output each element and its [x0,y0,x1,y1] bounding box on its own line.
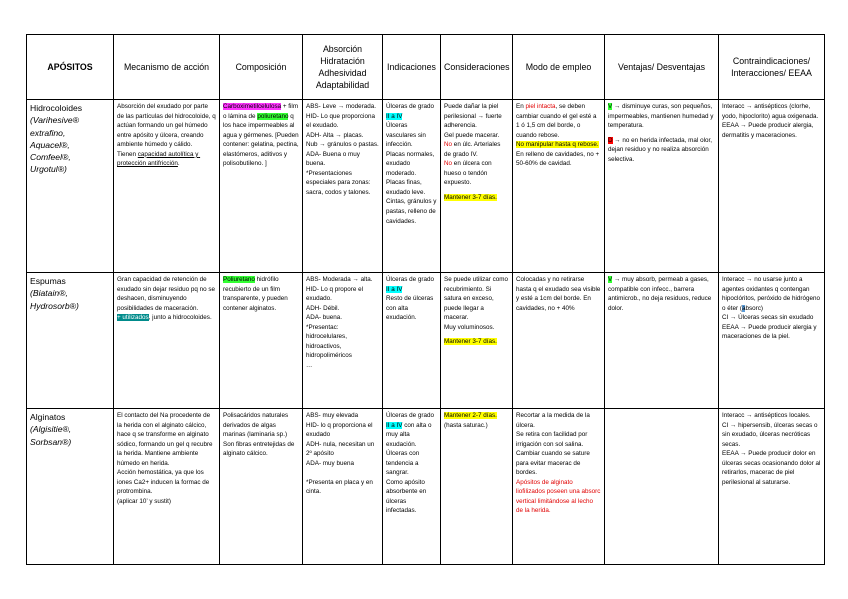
desventaja-text: → no en herida infectada, mal olor, dejan residuo y no realiza absorción selectiva. [608,136,714,163]
consideraciones-text: (hasta saturac.) [444,412,499,429]
consideraciones-cell [441,100,513,273]
indicaciones-text: Úlceras vasculares sin infección. Placas normales, exudado moderado. Placas finas, exudado leve. Cintas, gránulos y pastas, relleno de cavidades. [386,122,437,225]
ventajas-cell [605,100,719,273]
brand-line: extrafino, [30,127,66,138]
brand-line: Hydrosorb®) [30,300,79,311]
indicaciones-text: Úlceras de grado [386,103,436,110]
modo-text: Colocadas y no retirarse hasta q el exudado sea visible y esté a 1cm del borde. En cavidades, no + 40% [516,276,603,312]
ventaja-text: → disminuye curas, son pequeños, impermeables, mantienen humedad y temperatura. [608,103,716,130]
grade-highlight: II a IV [386,421,403,429]
header-row [27,35,825,100]
absorcion-text: ABS- muy elevada HID- lo q proporciona el exudado ADH- nula, necesitan un 2º apósito ADA- muy buena *Presenta en placa y en cinta. [306,412,375,496]
brand-line: (Algisitie®, [30,424,72,435]
composicion-highlight: Poliuretano [223,276,255,283]
composicion-text: q los hace impermeables al agua y gérmenes. [Pueden contener: gelatina, pectina, elastómeros, aditivos y polisobutileno. ] [223,112,301,168]
brand-line: Urgotul®) [30,164,67,175]
dressing-name: Alginatos [30,412,66,422]
contra-text: Interacc → antisépticos (clorhe, yodo, hipoclorito) agua oxigenada. EEAA → Puede producir alergia, dermatitis y maceraciones. [722,103,819,139]
table-row-espumas [27,273,825,409]
dressing-name-cell [27,273,114,409]
absorcion-cell [303,409,383,565]
brand-line: (Biatain®, [30,288,68,299]
brand-line: (Varihesive® [30,115,79,126]
composicion-text: Polisacáridos naturales derivados de algas marinas (laminaria sp.) Son fibras entretejidas de alginato cálcico. [223,412,295,458]
contra-text: bsorc) CI → Úlceras secas sin exudado EEAA → Puede producir alergia y maceraciones de la piel. [722,304,817,341]
indicaciones-text: con alta o muy alta exudación. Úlceras con tendencia a sangrar. Como apósito absorbente en úlceras infectadas. [386,421,432,515]
grade-highlight: II a IV [386,285,403,293]
grade-highlight: II a IV [386,112,403,120]
table-row-hidrocoloides [27,100,825,273]
contra-cell [719,100,825,273]
absorcion-cell [303,100,383,273]
contra-cell [719,273,825,409]
indicaciones-cell [383,100,441,273]
dressings-table [26,34,825,565]
mecanismo-cell [114,273,220,409]
composicion-highlight: poliuretano [257,112,289,120]
desventaja-marker: D [608,136,613,144]
modo-cell [513,100,605,273]
composicion-text: + film o lámina de [223,103,300,120]
indicaciones-cell [383,273,441,409]
brand-line: Comfeel®, [30,152,71,163]
composicion-highlight: Carboximetilcelulosa [223,103,282,110]
absorcion-text: ABS- Moderada → alta. HID- Lo q propore el exudado. ADH- Débil. ADA- buena. *Presentac: hidrocelulares, hidroactivos, hidropoliméricos … [306,276,373,369]
duration-highlight: Mantener 3-7 días. [444,193,497,201]
mecanismo-cell [114,100,220,273]
ventajas-cell [605,409,719,565]
mecanismo-extra-underlined: capacidad autolítica y protección antifricción [117,150,201,168]
mecanismo-cell [114,409,220,565]
modo-text: En relleno de cavidades, no + 50-60% de cavidad. [516,150,601,168]
contra-text: Interacc → no usarse junto a agentes oxidantes q contengan hipoclóritos, peróxido de hidrógeno o éter ( [722,276,822,312]
header-absorcion: Absorción Hidratación Adhesividad Adaptabilidad [303,35,383,100]
composicion-text: hidrófilo recubierto de un film transparente, y pueden contener alginatos. [223,276,290,312]
brand-line: Aquacel®, [30,139,70,150]
mecanismo-extra-prefix: Tienen [117,150,138,158]
header-mecanismo: Mecanismo de acción [114,35,220,100]
mecanismo-extra-suffix: . [177,160,180,168]
composicion-cell [220,409,303,565]
header-ventajas: Ventajas/ Desventajas [605,35,719,100]
header-apositos: APÓSITOS [27,35,114,100]
dressing-name: Espumas [30,276,66,286]
consideraciones-text: en úlc. Arteriales de grado IV. [444,141,501,158]
consideraciones-cell [441,409,513,565]
modo-text: Recortar a la medida de la úlcera. Se retira con facilidad por irrigación con sol salina. Cambiar cuando se sature para evitar macerac de bordes. [516,412,590,477]
dressing-name-cell [27,100,114,273]
header-composicion: Composición [220,35,303,100]
composicion-cell [220,273,303,409]
mecanismo-text: Gran capacidad de retención de exudado sin dejar residuo pq no se deshacen, disminuyendo posibilidades de maceración. [117,276,217,312]
header-modo: Modo de empleo [513,35,605,100]
absorcion-cell [303,273,383,409]
modo-text: , se deben cambiar cuando el gel esté a 1 ó 1,5 cm del borde, o cuando rebose. [516,103,599,139]
ventaja-marker: V [608,103,613,110]
modo-highlight: No manipular hasta q rebose. [516,141,599,149]
header-indicaciones: Indicaciones [383,35,441,100]
composicion-cell [220,100,303,273]
consideraciones-text: Puede dañar la piel perilesional → fuerte adherencia. Gel puede macerar. [444,103,502,139]
modo-cell [513,273,605,409]
modo-text: En [516,103,526,110]
mecanismo-text: , junto a hidrocoloides. [148,314,212,322]
consideraciones-cell [441,273,513,409]
modo-red-text: Apósitos de alginato liofilizados poseen una absorc vertical limitándose al lecho de la herida. [516,478,603,515]
table-row-alginatos [27,409,825,565]
header-contra: Contraindicaciones/ Interacciones/ EEAA [719,35,825,100]
consideraciones-text: en úlcera con hueso o tendón expuesto. [444,160,494,187]
mecanismo-text: El contacto del Na procedente de la herida con el alginato cálcico, hace q se transforme en alginato sódico, formando un gel q recubre la herida. Mantiene ambiente húmedo en herida. Acción hemostática, ya que los iones Ca2+ inducen la formac de protrombina. (aplicar 10’ y sustit) [117,412,213,505]
contra-highlight: a [741,304,746,312]
ventaja-text: → muy absorb, permeab a gases, compatible con infecc., barrera antimicrob., no deja residuos, reduce dolor. [608,276,714,312]
contra-cell [719,409,825,565]
duration-highlight: Mantener 3-7 días. [444,338,497,346]
brand-line: Sorbsan®) [30,436,72,447]
ventajas-cell [605,273,719,409]
mecanismo-highlight: + utilizados [117,314,149,322]
indicaciones-text: Úlceras de grado [386,412,436,419]
modo-red-text: piel intacta [525,103,556,110]
contra-text: Interacc → antisépticos locales. CI → hipersensib, úlceras secas o sin exudado, úlceras necróticas secas. EEAA → Puede producir dolor en úlceras secas ocasionando dolor al retirarlos, macerac de piel perilesional al saturarse. [722,412,821,486]
no-warning: No [444,160,453,168]
indicaciones-cell [383,409,441,565]
absorcion-text: ABS- Leve → moderada. HID- Lo que proporciona el exudado. ADH- Alta → placas. Nub → gránulos o pastas. ADA- Buena o muy buena. *Presentaciones especiales para zonas: sacra, codos y talones. [306,103,379,196]
consideraciones-text: Se puede utilizar como recubrimiento. Si satura en exceso, puede llegar a macerar. Muy voluminosos. [444,276,509,331]
indicaciones-text: Resto de úlceras con alta exudación. [386,295,434,322]
no-warning: No [444,141,453,149]
mecanismo-text: Absorción del exudado por parte de las partículas del hidrocoloide, q actúan formando un gel húmedo entre apósito y úlcera, creando ambiente húmedo y cálido. [117,103,218,149]
header-consideraciones: Consideraciones [441,35,513,100]
dressing-name: Hidrocoloides [30,103,83,113]
dressing-name-cell [27,409,114,565]
indicaciones-text: Úlceras de grado [386,276,436,283]
duration-highlight: Mantener 2-7 días. [444,412,497,419]
ventaja-marker: V [608,276,613,283]
modo-cell [513,409,605,565]
